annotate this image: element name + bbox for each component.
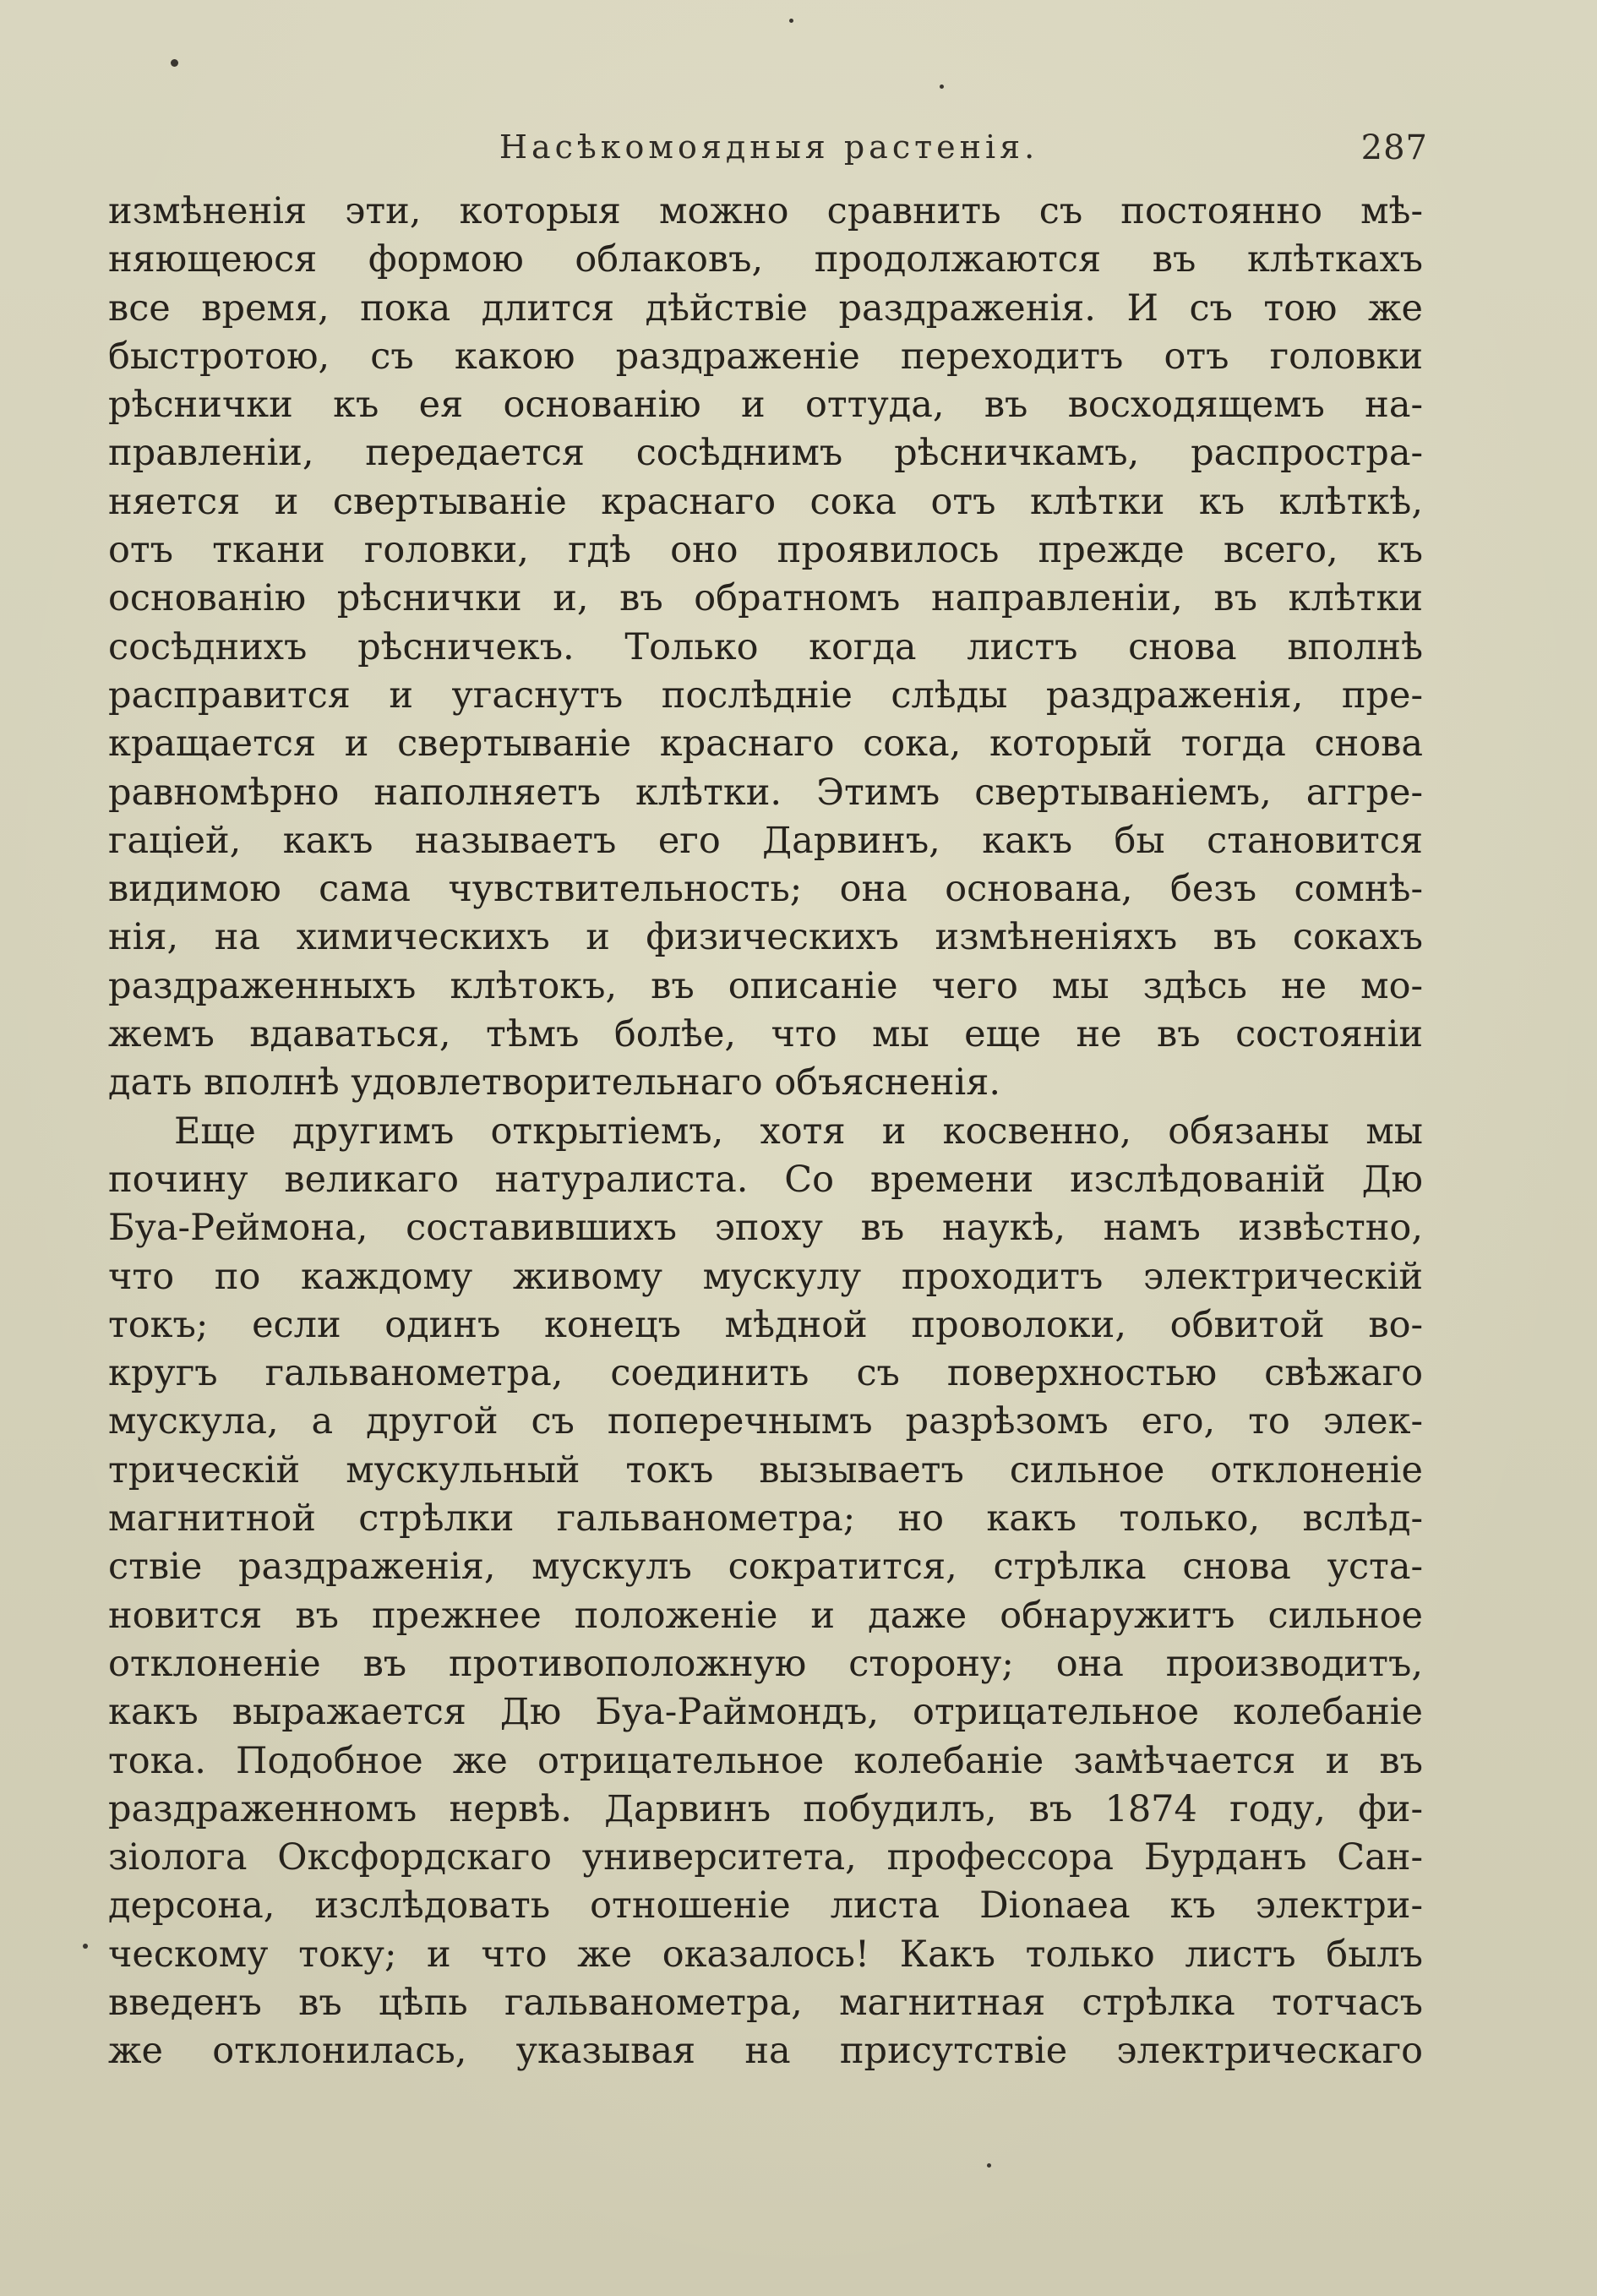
text-line: отъ ткани головки, гдѣ оно проявилось прежде всего, къ bbox=[108, 529, 1423, 572]
text-line: равномѣрно наполняетъ клѣтки. Этимъ свертываніемъ, аггре- bbox=[108, 771, 1423, 814]
text-line: видимою сама чувствительность; она основана, безъ сомнѣ- bbox=[108, 868, 1423, 911]
text-line: токъ; если одинъ конецъ мѣдной проволоки, обвитой во- bbox=[108, 1303, 1423, 1346]
text-line: быстротою, съ какою раздраженіе переходитъ отъ головки bbox=[108, 335, 1423, 378]
text-line: дерсона, изслѣдовать отношеніе листа Dionaea къ электри- bbox=[108, 1884, 1423, 1928]
ink-speck bbox=[789, 19, 793, 23]
text-line: гаціей, какъ называетъ его Дарвинъ, какъ бы становится bbox=[108, 819, 1423, 862]
text-line: магнитной стрѣлки гальванометра; но какъ только, вслѣд- bbox=[108, 1497, 1423, 1541]
text-line: тока. Подобное же отрицательное колебаніе замѣчается и въ bbox=[108, 1739, 1423, 1782]
text-line: жемъ вдаваться, тѣмъ болѣе, что мы еще не въ состояніи bbox=[108, 1013, 1423, 1056]
text-line: новится въ прежнее положеніе и даже обнаружитъ сильное bbox=[108, 1594, 1423, 1637]
text-line: основанію рѣснички и, въ обратномъ направленіи, въ клѣтки bbox=[108, 577, 1423, 620]
text-line: кругъ гальванометра, соединить съ поверхностью свѣжаго bbox=[108, 1352, 1423, 1395]
ink-speck bbox=[83, 1944, 88, 1949]
text-line: няется и свертываніе краснаго сока отъ клѣтки къ клѣткѣ, bbox=[108, 480, 1423, 523]
text-line: введенъ въ цѣпь гальванометра, магнитная стрѣлка тотчасъ bbox=[108, 1981, 1423, 2024]
running-title: Насѣкомоядныя растенія. bbox=[499, 128, 1039, 166]
text-line: все время, пока длится дѣйствіе раздраженія. И съ тою же bbox=[108, 286, 1423, 330]
text-line: трическій мускульный токъ вызываетъ сильное отклоненіе bbox=[108, 1448, 1423, 1492]
text-line: измѣненія эти, которыя можно сравнить съ постоянно мѣ- bbox=[108, 190, 1423, 232]
text-line: ческому току; и что же оказалось! Какъ только листъ былъ bbox=[108, 1933, 1423, 1976]
text-line: рѣснички къ ея основанію и оттуда, въ восходящемъ на- bbox=[108, 384, 1423, 427]
ink-speck bbox=[171, 59, 178, 67]
text-line: Буа-Реймона, составившихъ эпоху въ наукѣ, намъ извѣстно, bbox=[108, 1207, 1423, 1250]
text-line: же отклонилась, указывая на присутствіе электрическаго bbox=[108, 2030, 1423, 2073]
text-line: сосѣднихъ рѣсничекъ. Только когда листъ снова вполнѣ bbox=[108, 625, 1423, 668]
ink-speck bbox=[987, 2163, 991, 2168]
text-line: Еще другимъ открытіемъ, хотя и косвенно, обязаны мы bbox=[174, 1110, 1423, 1153]
text-line: дать вполнѣ удовлетворительнаго объясненія. bbox=[108, 1061, 1001, 1104]
page-number: 287 bbox=[1360, 128, 1428, 167]
text-line: расправится и угаснутъ послѣдніе слѣды раздраженія, пре- bbox=[108, 674, 1423, 717]
text-line: нія, на химическихъ и физическихъ измѣненіяхъ въ сокахъ bbox=[108, 916, 1423, 959]
text-line: мускула, а другой съ поперечнымъ разрѣзомъ его, то элек- bbox=[108, 1400, 1423, 1443]
text-line: какъ выражается Дю Буа-Раймондъ, отрицательное колебаніе bbox=[108, 1691, 1423, 1734]
text-line: зіолога Оксфордскаго университета, профессора Бурданъ Сан- bbox=[108, 1836, 1423, 1879]
text-line: кращается и свертываніе краснаго сока, который тогда снова bbox=[108, 723, 1423, 766]
text-line: раздраженномъ нервѣ. Дарвинъ побудилъ, въ 1874 году, фи- bbox=[108, 1787, 1423, 1830]
text-line: ствіе раздраженія, мускулъ сократится, стрѣлка снова уста- bbox=[108, 1546, 1423, 1589]
text-line: почину великаго натуралиста. Со времени изслѣдованій Дю bbox=[108, 1158, 1423, 1201]
paragraph bbox=[108, 188, 1423, 1108]
text-line: правленіи, передается сосѣднимъ рѣсничкамъ, распростра- bbox=[108, 432, 1423, 475]
paragraph bbox=[108, 1108, 1423, 2076]
text-line: отклоненіе въ противоположную сторону; она производитъ, bbox=[108, 1642, 1423, 1685]
text-line: что по каждому живому мускулу проходитъ электрическій bbox=[108, 1255, 1423, 1298]
text-line: раздраженныхъ клѣтокъ, въ описаніе чего мы здѣсь не мо- bbox=[108, 964, 1423, 1007]
ink-speck bbox=[940, 85, 944, 89]
text-line: няющеюся формою облаковъ, продолжаются въ клѣткахъ bbox=[108, 238, 1423, 281]
page-header bbox=[110, 125, 1428, 176]
body-text bbox=[108, 188, 1423, 2076]
